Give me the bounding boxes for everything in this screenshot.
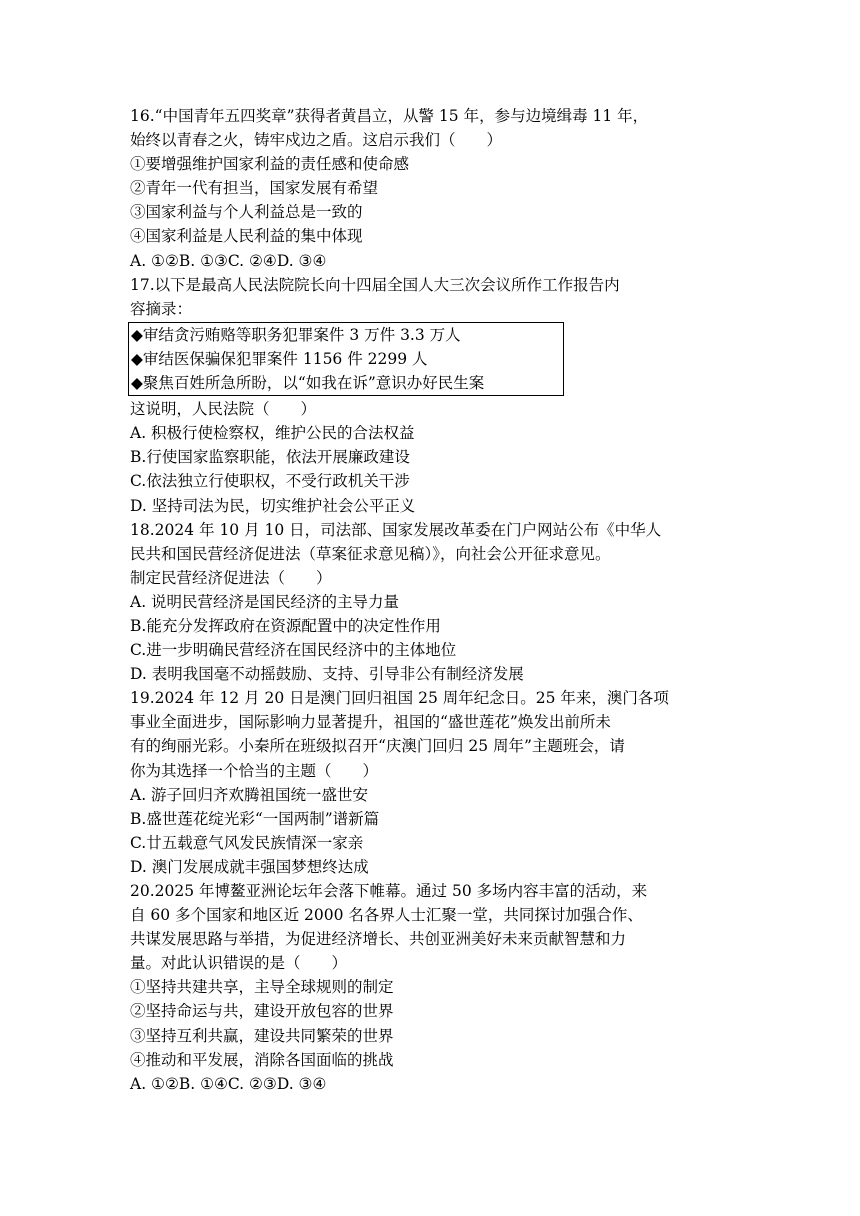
- excerpt-item: ◆审结贪污贿赂等职务犯罪案件 3 万件 3.3 万人: [131, 325, 461, 344]
- statement-option: ④推动和平发展，消除各国面临的挑战: [130, 1050, 394, 1069]
- question-stem-line: 16.“中国青年五四奖章”获得者黄昌立，从警 15 年，参与边境缉毒 11 年，: [130, 107, 649, 125]
- question-stem-line: 事业全面进步，国际影响力显著提升，祖国的“盛世莲花”焕发出前所未: [130, 713, 611, 732]
- answer-option-d: D. 澳门发展成就丰强国梦想终达成: [130, 857, 369, 876]
- question-stem-line: 始终以青春之火，铸牢戍边之盾。这启示我们（ ）: [130, 131, 503, 150]
- question-stem-line: 19.2024 年 12 月 20 日是澳门回归祖国 25 周年纪念日。25 年来，澳门各项: [130, 689, 669, 708]
- question-16: [130, 104, 730, 273]
- answer-option-c: C.依法独立行使职权，不受行政机关干涉: [130, 472, 410, 491]
- answer-option-c: C.廿五载意气风发民族情深一家亲: [130, 833, 364, 852]
- answer-option-b: B.盛世莲花绽光彩“一国两制”谱新篇: [130, 809, 380, 828]
- answer-choices: A. ①②B. ①④C. ②③D. ③④: [130, 1074, 327, 1093]
- question-19: [130, 686, 730, 879]
- statement-option: ③国家利益与个人利益总是一致的: [130, 203, 363, 222]
- statement-option: ①要增强维护国家利益的责任感和使命感: [130, 155, 410, 174]
- question-stem-line: 17.以下是最高人民法院院长向十四届全国人大三次会议所作工作报告内: [130, 275, 620, 294]
- answer-option-a: A. 游子回归齐欢腾祖国统一盛世安: [130, 785, 369, 804]
- answer-option-d: D. 表明我国毫不动摇鼓励、支持、引导非公有制经济发展: [130, 665, 524, 684]
- statement-option: ②青年一代有担当，国家发展有希望: [130, 179, 379, 198]
- question-stem-line: 18.2024 年 10 月 10 日，司法部、国家发展改革委在门户网站公布《中华人: [130, 520, 662, 539]
- exam-page: [130, 104, 730, 1096]
- answer-option-b: B.能充分发挥政府在资源配置中的决定性作用: [130, 616, 441, 635]
- statement-option: ①坚持共建共享，主导全球规则的制定: [130, 978, 394, 997]
- question-18: [130, 518, 730, 687]
- question-stem-line: 量。对此认识错误的是（ ）: [130, 954, 348, 973]
- excerpt-box: [128, 322, 564, 396]
- question-20: [130, 879, 730, 1096]
- question-stem-line: 你为其选择一个恰当的主题（ ）: [130, 761, 379, 780]
- answer-option-d: D. 坚持司法为民，切实维护社会公平正义: [130, 496, 416, 515]
- question-stem-line: 制定民营经济促进法（ ）: [130, 568, 332, 587]
- answer-option-a: A. 积极行使检察权，维护公民的合法权益: [130, 424, 415, 443]
- answer-option-a: A. 说明民营经济是国民经济的主导力量: [130, 592, 400, 611]
- question-stem-line: 民共和国民营经济促进法（草案征求意见稿）》，向社会公开征求意见。: [130, 544, 611, 563]
- excerpt-item: ◆审结医保骗保犯罪案件 1156 件 2299 人: [131, 349, 428, 368]
- question-stem-line: 共谋发展思路与举措，为促进经济增长、共创亚洲美好未来贡献智慧和力: [130, 930, 627, 949]
- statement-option: ③坚持互利共赢，建设共同繁荣的世界: [130, 1026, 394, 1045]
- question-stem-line: 20.2025 年博鳌亚洲论坛年会落下帷幕。通过 50 多场内容丰富的活动，来: [130, 882, 648, 900]
- statement-option: ④国家利益是人民利益的集中体现: [130, 227, 363, 246]
- answer-choices: A. ①②B. ①③C. ②④D. ③④: [130, 251, 327, 270]
- answer-option-c: C.进一步明确民营经济在国民经济中的主体地位: [130, 641, 457, 660]
- question-stem-line: 自 60 多个国家和地区近 2000 名各界人士汇聚一堂，共同探讨加强合作、: [130, 906, 643, 925]
- statement-option: ②坚持命运与共，建设开放包容的世界: [130, 1002, 394, 1021]
- excerpt-item: ◆聚焦百姓所急所盼，以“如我在诉”意识办好民生案: [131, 374, 485, 393]
- question-prompt: 这说明，人民法院（ ）: [130, 400, 317, 419]
- question-stem-line: 有的绚丽光彩。小秦所在班级拟召开“庆澳门回归 25 周年”主题班会，请: [130, 737, 625, 756]
- answer-option-b: B.行使国家监察职能，依法开展廉政建设: [130, 448, 410, 467]
- question-17: [130, 273, 730, 518]
- question-stem-line: 容摘录：: [130, 299, 193, 318]
